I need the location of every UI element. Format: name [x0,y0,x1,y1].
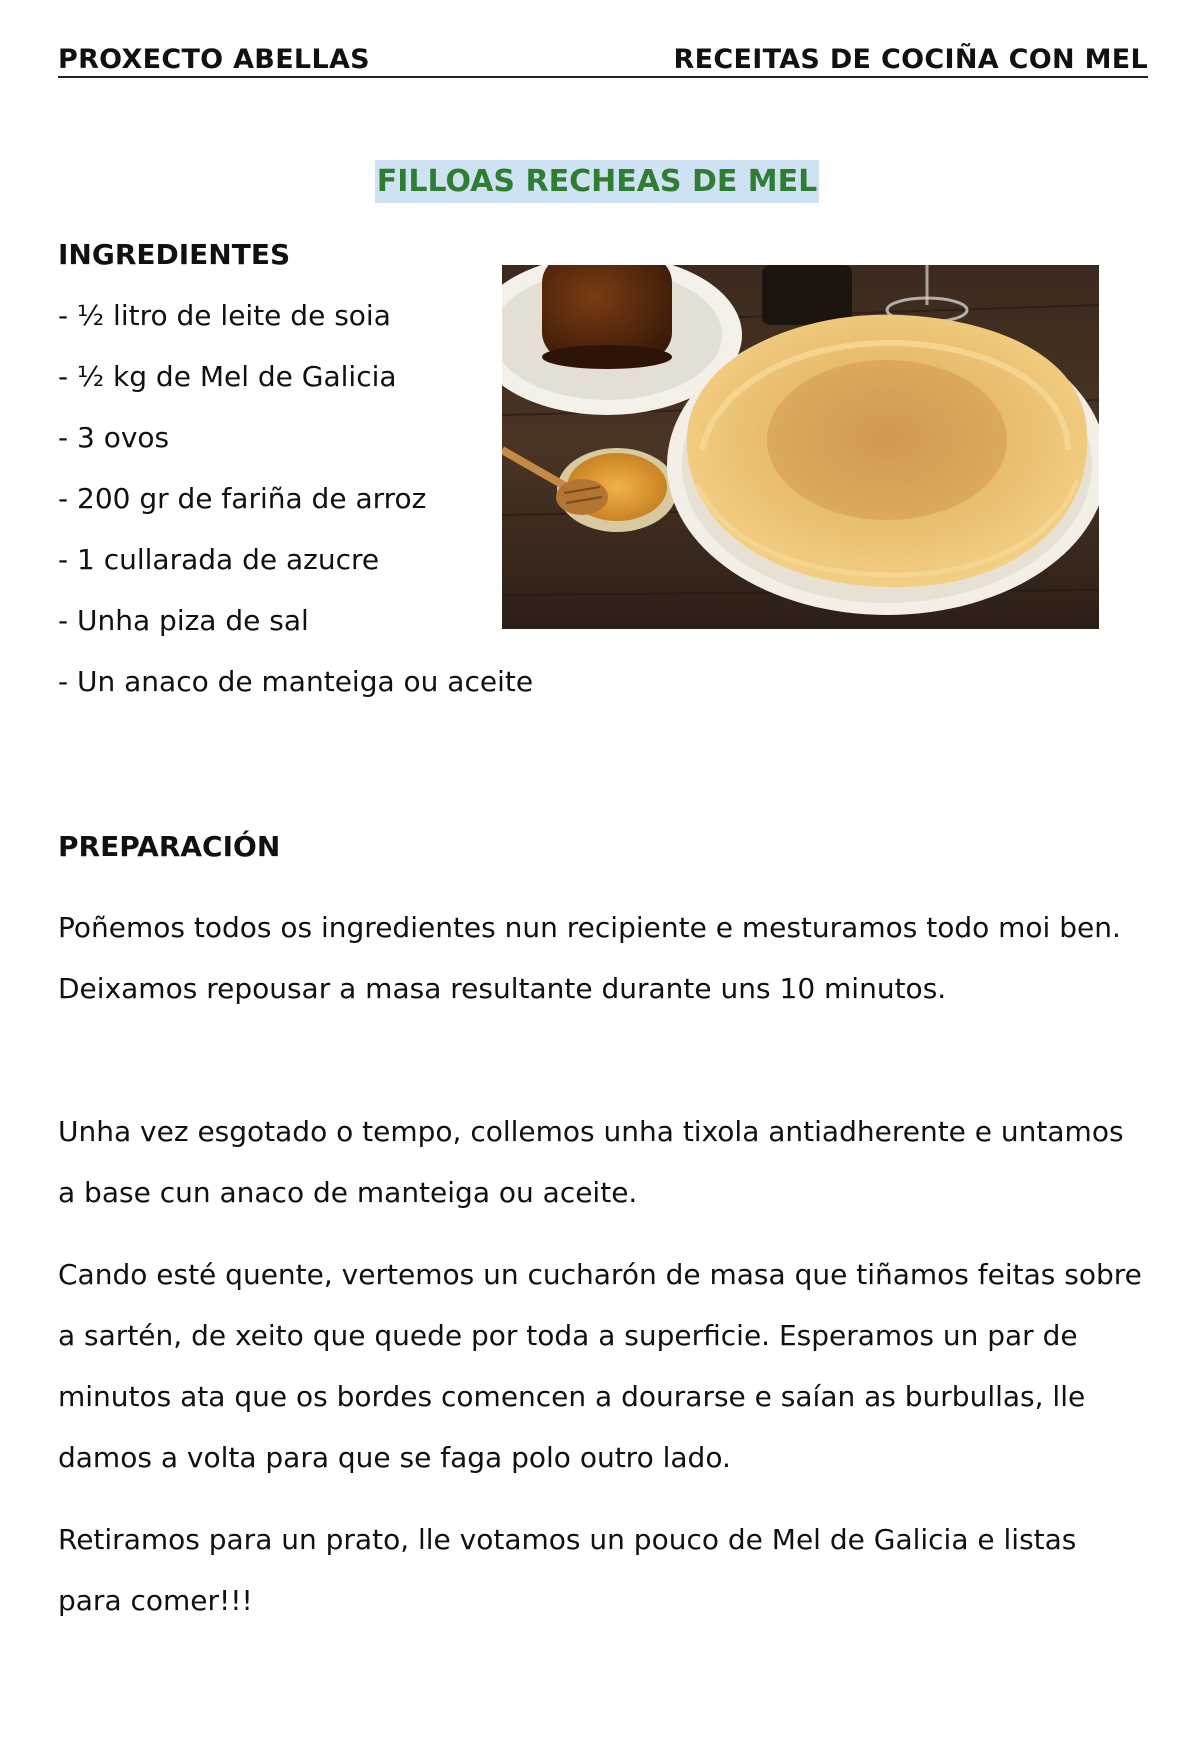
header-section-name: RECEITAS DE COCIÑA CON MEL [673,44,1148,75]
recipe-title-wrap [0,160,1194,203]
ingredient-item: - ½ litro de leite de soia [58,299,391,332]
preparation-heading: PREPARACIÓN [58,830,281,863]
ingredient-item: - 3 ovos [58,421,170,454]
header-project-name: PROXECTO ABELLAS [58,44,370,75]
ingredients-heading: INGREDIENTES [58,238,291,271]
ingredient-item: - 200 gr de fariña de arroz [58,482,427,515]
preparation-step-1: Poñemos todos os ingredientes nun recipiente e mesturamos todo moi ben. Deixamos repousar a masa resultante durante uns 10 minutos. [58,911,1121,1005]
ingredient-item: - Unha piza de sal [58,604,309,637]
ingredient-item: - ½ kg de Mel de Galicia [58,360,397,393]
preparation-step-4: Retiramos para un prato, lle votamos un pouco de Mel de Galicia e listas para comer!!! [58,1523,1077,1617]
preparation-step-2: Unha vez esgotado o tempo, collemos unha tixola antiadherente e untamos a base cun anaco de manteiga ou aceite. [58,1115,1124,1209]
preparation-step-3: Cando esté quente, vertemos un cucharón de masa que tiñamos feitas sobre a sartén, de xeito que quede por toda a superficie. Esperamos un par de minutos ata que os bordes comencen a dourarse e saían as burbullas, lle damos a volta para que se faga polo outro lado. [58,1258,1142,1474]
recipe-title: FILLOAS RECHEAS DE MEL [375,160,820,203]
ingredient-item: - Un anaco de manteiga ou aceite [58,665,534,698]
filloas-photo [502,265,1099,629]
page-header [58,40,1148,78]
ingredient-item: - 1 cullarada de azucre [58,543,380,576]
